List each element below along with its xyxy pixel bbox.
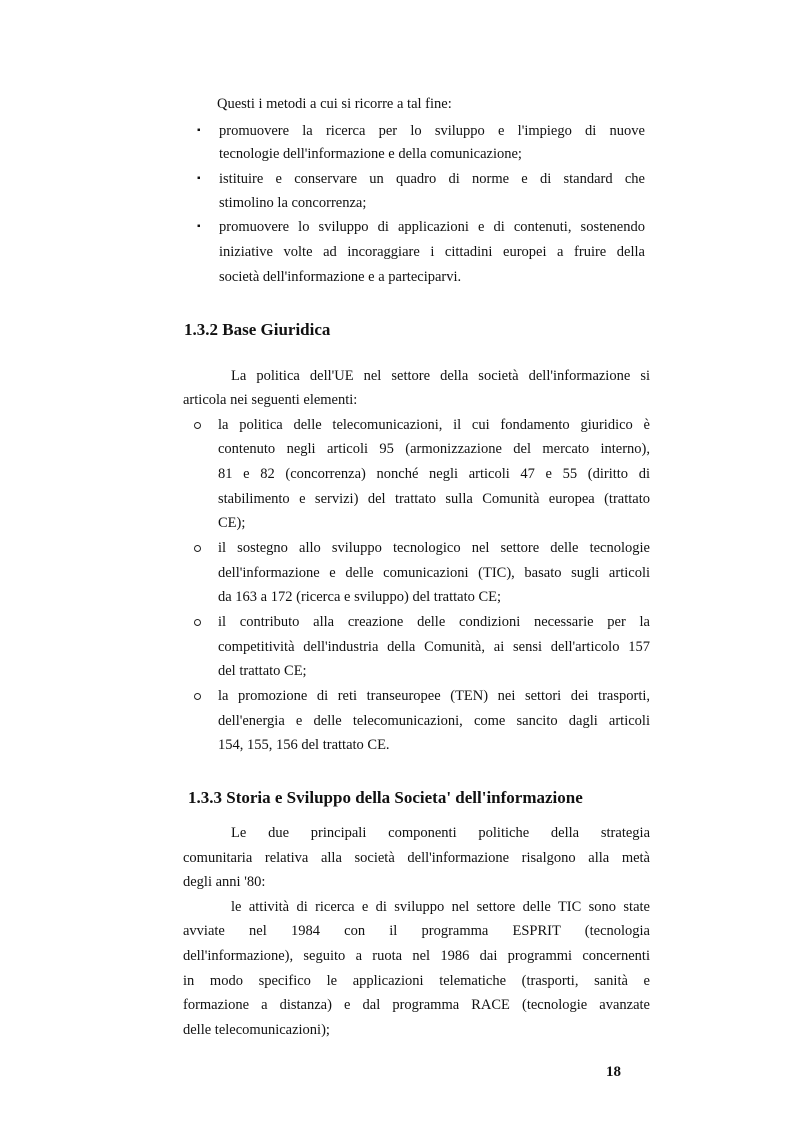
p133b-line4: in modo specifico le applicazioni telematiche (trasporti, sanità e bbox=[183, 973, 650, 989]
bullet2-1-line1: la politica delle telecomunicazioni, il cui fondamento giuridico è bbox=[218, 417, 650, 433]
bullet2-1-line2: contenuto negli articoli 95 (armonizzazione del mercato interno), bbox=[218, 441, 650, 457]
bullet2-4-line2: dell'energia e delle telecomunicazioni, come sancito dagli articoli bbox=[218, 713, 650, 729]
circle-bullet-icon bbox=[194, 545, 201, 552]
p133b-line5: formazione a distanza) e dal programma RACE (tecnologie avanzate bbox=[183, 997, 650, 1013]
section-heading-1-3-2: 1.3.2 Base Giuridica bbox=[184, 320, 331, 339]
bullet2-1-line4: stabilimento e servizi) del trattato sulla Comunità europea (trattato bbox=[218, 491, 650, 507]
bullet1-3-line1: promuovere lo sviluppo di applicazioni e di contenuti, sostenendo bbox=[219, 219, 645, 235]
page-number: 18 bbox=[606, 1064, 621, 1080]
circle-bullet-icon bbox=[194, 422, 201, 429]
bullet2-3-line1: il contributo alla creazione delle condizioni necessarie per la bbox=[218, 614, 650, 630]
p133b-line1: le attività di ricerca e di sviluppo nel settore delle TIC sono state bbox=[231, 899, 650, 915]
p133b-line3: dell'informazione), seguito a ruota nel 1986 dai programmi concernenti bbox=[183, 948, 650, 964]
bullet2-1-line3: 81 e 82 (concorrenza) nonché negli articoli 47 e 55 (diritto di bbox=[218, 466, 650, 482]
square-bullet-icon: ▪ bbox=[197, 125, 201, 136]
p132-line1: La politica dell'UE nel settore della società dell'informazione si bbox=[231, 368, 650, 384]
intro-line: Questi i metodi a cui si ricorre a tal fine: bbox=[217, 96, 452, 112]
bullet2-2-line2: dell'informazione e delle comunicazioni (TIC), basato sugli articoli bbox=[218, 565, 650, 581]
bullet1-1-line1: promuovere la ricerca per lo sviluppo e l'impiego di nuove bbox=[219, 123, 645, 139]
p132-line2: articola nei seguenti elementi: bbox=[183, 392, 358, 408]
bullet2-2-line1: il sostegno allo sviluppo tecnologico nel settore delle tecnologie bbox=[218, 540, 650, 556]
bullet2-2-line3: da 163 a 172 (ricerca e sviluppo) del trattato CE; bbox=[218, 589, 502, 605]
bullet1-3-line2: iniziative volte ad incoraggiare i cittadini europei a fruire della bbox=[219, 244, 645, 260]
bullet1-2-line1: istituire e conservare un quadro di norme e di standard che bbox=[219, 171, 645, 187]
section-heading-1-3-3: 1.3.3 Storia e Sviluppo della Societa' dell'informazione bbox=[188, 788, 583, 807]
bullet2-3-line2: competitività dell'industria della Comunità, ai sensi dell'articolo 157 bbox=[218, 639, 650, 655]
p133a-line1: Le due principali componenti politiche della strategia bbox=[231, 825, 650, 841]
p133a-line3: degli anni '80: bbox=[183, 874, 266, 890]
bullet1-2-line2: stimolino la concorrenza; bbox=[219, 195, 367, 211]
p133a-line2: comunitaria relativa alla società dell'informazione risalgono alla metà bbox=[183, 850, 650, 866]
bullet2-1-line5: CE); bbox=[218, 515, 246, 531]
square-bullet-icon: ▪ bbox=[197, 173, 201, 184]
bullet2-4-line1: la promozione di reti transeuropee (TEN) nei settori dei trasporti, bbox=[218, 688, 650, 704]
bullet1-1-line2: tecnologie dell'informazione e della comunicazione; bbox=[219, 146, 522, 162]
circle-bullet-icon bbox=[194, 619, 201, 626]
bullet2-3-line3: del trattato CE; bbox=[218, 663, 307, 679]
bullet2-4-line3: 154, 155, 156 del trattato CE. bbox=[218, 737, 390, 753]
p133b-line2: avviate nel 1984 con il programma ESPRIT (tecnologia bbox=[183, 923, 650, 939]
square-bullet-icon: ▪ bbox=[197, 221, 201, 232]
bullet1-3-line3: società dell'informazione e a parteciparvi. bbox=[219, 269, 462, 285]
p133b-line6: delle telecomunicazioni); bbox=[183, 1022, 330, 1038]
circle-bullet-icon bbox=[194, 693, 201, 700]
